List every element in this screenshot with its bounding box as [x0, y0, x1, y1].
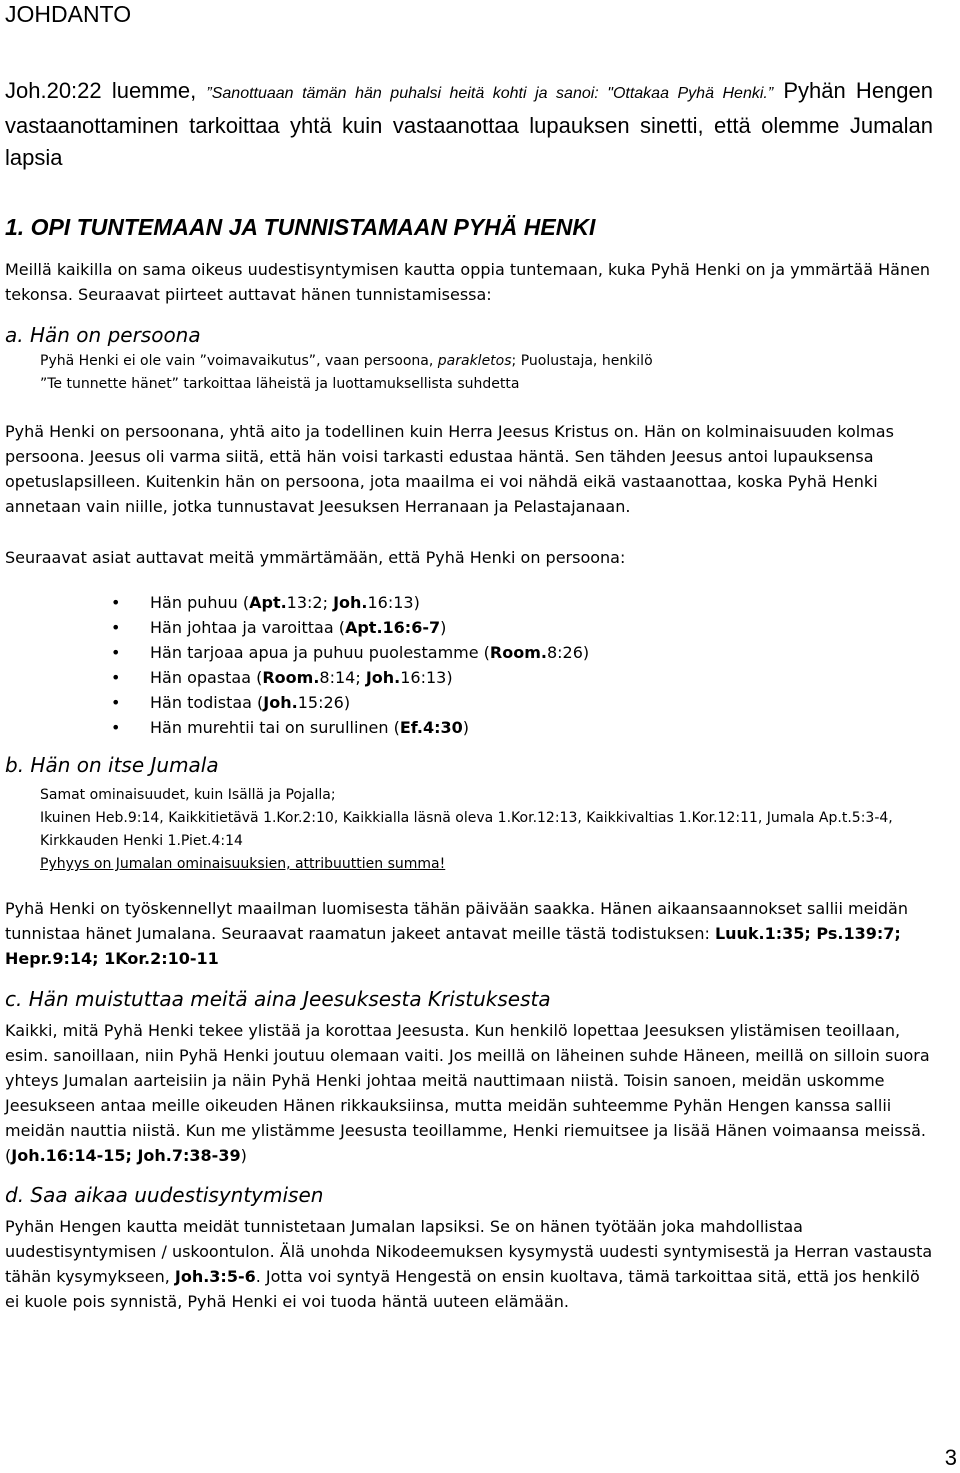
- list-item-ref: Room.: [489, 643, 547, 662]
- list-item-ref: Apt.: [344, 618, 383, 637]
- bullet-icon: •: [111, 643, 121, 662]
- page-title: JOHDANTO: [5, 1, 132, 27]
- list-item-end: ): [440, 618, 447, 637]
- persona-list: [5, 590, 933, 740]
- list-item-verse: 4:30: [422, 718, 463, 737]
- section-b-heading: b. Hän on itse Jumala: [5, 753, 219, 777]
- section-b-paragraph-text: Pyhä Henki on työskennellyt maailman luomisesta tähän päivään saakka. Hänen aikaansaannokset sallii meidän tunnistaa hänet Jumalana. Seuraavat raamatun jakeet antavat meille tästä todistuksen:: [5, 899, 908, 943]
- parakletos-term: parakletos: [437, 353, 512, 369]
- section-b-refs: Luuk.1:35; Ps.139:7; Hepr.9:14; 1Kor.2:10-11: [5, 924, 901, 968]
- list-item-verse: 15:26: [297, 693, 344, 712]
- section-a-lead: Seuraavat asiat auttavat meitä ymmärtämään, että Pyhä Henki on persoona:: [5, 548, 626, 567]
- list-item-verse: 8:26: [546, 643, 583, 662]
- list-item-verse: 8:14;: [319, 668, 366, 687]
- section-d-heading: d. Saa aikaa uudestisyntymisen: [5, 1183, 324, 1207]
- list-item: [5, 640, 933, 665]
- section-a-line-1-end: ; Puolustaja, henkilö: [511, 353, 653, 369]
- document-page: [5, 0, 933, 1314]
- list-item-ref: Apt.: [249, 593, 287, 612]
- list-item-text: Hän tarjoaa apua ja puhuu puolestamme (: [150, 643, 490, 662]
- section-1-heading: 1. OPI TUNTEMAAN JA TUNNISTAMAAN PYHÄ HENKI: [5, 214, 596, 240]
- list-item: [5, 590, 933, 615]
- list-item: [5, 665, 933, 690]
- section-a-paragraph: Pyhä Henki on persoonana, yhtä aito ja todellinen kuin Herra Jeesus Kristus on. Hän on kolminaisuuden kolmas persoona. Jeesus oli varma siitä, että hän voisi tarkasti edustaa häntä. Sen tähden Jeesus antoi lupauksensa opetuslapsilleen. Kuitenkin hän on persoona, jota maailma ei voi nähdä eikä vastaanottaa, koska Pyhä Henki annetaan vain niille, jotka tunnustavat Jeesuksen Herranaan ja Pelastajanaan.: [5, 422, 894, 516]
- list-item-verse: 13:2;: [286, 593, 334, 612]
- section-d-refs: Joh.3:5-6: [174, 1267, 256, 1286]
- list-item-verse: 16:13: [400, 668, 447, 687]
- page-number: 3: [944, 1445, 957, 1470]
- list-item-ref: Joh.: [365, 668, 401, 687]
- bullet-icon: •: [111, 593, 121, 612]
- section-b-line-3: Pyhyys on Jumalan ominaisuuksien, attribuuttien summa!: [40, 856, 446, 872]
- bullet-icon: •: [111, 618, 121, 637]
- section-c-refs: Joh.16:14-15; Joh.7:38-39: [11, 1146, 241, 1165]
- section-c-paragraph-text: Kaikki, mitä Pyhä Henki tekee ylistää ja korottaa Jeesusta. Kun henkilö lopettaa Jeesuksen ylistämisen teoillaan, esim. sanoillaan, niin Pyhä Henki joutuu olemaan vaiti. Jos meillä on läheinen suhde Häneen, meillä on silloin suora yhteys Jumalan aarteisiin ja näin Pyhä Henki johtaa meitä nauttimaan niistä. Toisin sanoen, meidän uskomme Jeesukseen antaa meille oikeuden Hänen rikkauksiinsa, mutta meidän suhteemme Pyhän Hengen kanssa sallii meidän nauttia niistä. Kun me ylistämme Jeesusta teoillamme, Henki riemuitsee ja lisää Hänen voimaansa meissä. (: [5, 1021, 930, 1165]
- section-b-line-1: Samat ominaisuudet, kuin Isällä ja Pojalla;: [40, 787, 336, 803]
- intro-ref: Joh.20:22 luemme,: [5, 78, 207, 103]
- list-item-verse: 16:13: [367, 593, 414, 612]
- list-item-text: Hän todistaa (: [150, 693, 264, 712]
- list-item-text: Hän puhuu (: [150, 593, 250, 612]
- section-a-line-1-text: Pyhä Henki ei ole vain ”voimavaikutus”, vaan persoona,: [40, 353, 438, 369]
- section-d-paragraph-end: . Jotta voi syntyä Hengestä on ensin kuoltava, tämä tarkoittaa sitä, että jos henkilö ei kuole pois synnistä, Pyhä Henki ei voi tuoda häntä uuteen elämään.: [5, 1267, 920, 1311]
- section-b-paragraph: [5, 896, 933, 971]
- list-item-ref: Joh.: [333, 593, 368, 612]
- list-item-end: ): [343, 693, 351, 712]
- section-c-paragraph: [5, 1018, 933, 1168]
- section-d-paragraph-text: Pyhän Hengen kautta meidät tunnistetaan Jumalan lapsiksi. Se on hänen työtään joka mahdollistaa uudestisyntymisen / uskoontulon. Älä unohda Nikodeemuksen kysymystä uudesti syntymisestä ja Herran vastausta tähän kysymykseen,: [5, 1217, 933, 1286]
- list-item-end: ): [413, 593, 420, 612]
- intro-rest: Pyhän Hengen vastaanottaminen tarkoittaa yhtä kuin vastaanottaa lupauksen sinetti, että olemme Jumalan lapsia: [5, 78, 933, 170]
- bullet-icon: •: [111, 718, 121, 737]
- list-item-ref: Room.: [262, 668, 320, 687]
- list-item-ref: Ef.: [399, 718, 423, 737]
- list-item-end: ): [582, 643, 590, 662]
- section-c-paragraph-end: ): [240, 1146, 247, 1165]
- list-item: [5, 715, 933, 740]
- list-item-text: Hän opastaa (: [150, 668, 263, 687]
- list-item-end: ): [446, 668, 453, 687]
- section-a-line-1: [40, 350, 933, 373]
- list-item-text: Hän johtaa ja varoittaa (: [150, 618, 345, 637]
- list-item-end: ): [462, 718, 469, 737]
- section-c-heading: c. Hän muistuttaa meitä aina Jeesuksesta Kristuksesta: [5, 987, 551, 1011]
- section-b-line-2: Ikuinen Heb.9:14, Kaikkitietävä 1.Kor.2:10, Kaikkialla läsnä oleva 1.Kor.12:13, Kaikkivaltias 1.Kor.12:11, Jumala Ap.t.5:3-4, Kirkkauden Henki 1.Piet.4:14: [40, 810, 893, 849]
- list-item-ref: Joh.: [263, 693, 298, 712]
- bullet-icon: •: [111, 668, 121, 687]
- list-item-verse: 16:6-7: [382, 618, 441, 637]
- list-item: [5, 615, 933, 640]
- bullet-icon: •: [111, 693, 121, 712]
- section-d-paragraph: [5, 1214, 933, 1314]
- section-a-heading: a. Hän on persoona: [5, 323, 201, 347]
- list-item: [5, 690, 933, 715]
- intro-quote: ”Sanottuaan tämän hän puhalsi heitä kohti ja sanoi: "Ottakaa Pyhä Henki.”: [206, 85, 774, 102]
- section-a-line-2: ”Te tunnette hänet” tarkoittaa läheistä ja luottamuksellista suhdetta: [40, 376, 520, 392]
- list-item-text: Hän murehtii tai on surullinen (: [150, 718, 400, 737]
- section-1-paragraph: Meillä kaikilla on sama oikeus uudestisyntymisen kautta oppia tuntemaan, kuka Pyhä Henki on ja ymmärtää Hänen tekonsa. Seuraavat piirteet auttavat hänen tunnistamisessa:: [5, 260, 931, 304]
- intro-paragraph: [5, 75, 933, 174]
